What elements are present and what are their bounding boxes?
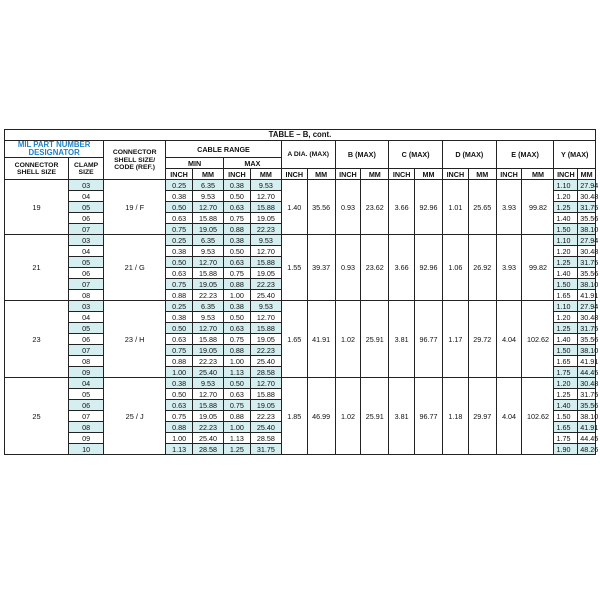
clamp-size-cell: 04 [69,191,104,202]
c-max-inch-cell: 3.66 [389,180,415,235]
b-max-mm-cell: 23.62 [361,180,389,235]
y-inch-cell: 1.20 [554,246,578,257]
y-inch-cell: 1.65 [554,356,578,367]
min-mm-cell: 22.23 [193,290,224,301]
a-dia-header: A DIA. (MAX) [281,141,335,169]
unit-inch: INCH [166,169,193,180]
y-mm-cell: 31.75 [578,323,596,334]
clamp-size-header: CLAMP SIZE [69,158,104,180]
min-mm-cell: 12.70 [193,389,224,400]
min-mm-cell: 15.88 [193,268,224,279]
d-max-mm-cell: 26.92 [468,235,496,301]
max-inch-cell: 0.63 [224,202,251,213]
y-inch-cell: 1.40 [554,334,578,345]
max-inch-cell: 0.75 [224,268,251,279]
max-inch-cell: 0.50 [224,191,251,202]
min-mm-cell: 6.35 [193,180,224,191]
clamp-size-cell: 08 [69,356,104,367]
a-max-inch-cell: 1.55 [281,235,307,301]
min-inch-cell: 0.75 [166,411,193,422]
b-max-header: B (MAX) [335,141,389,169]
max-inch-cell: 0.63 [224,323,251,334]
clamp-size-cell: 03 [69,180,104,191]
unit-inch: INCH [496,169,522,180]
y-inch-cell: 1.50 [554,279,578,290]
c-max-mm-cell: 96.77 [415,301,443,378]
min-inch-cell: 0.50 [166,389,193,400]
y-mm-cell: 35.56 [578,400,596,411]
a-max-inch-cell: 1.40 [281,180,307,235]
cable-range-header: CABLE RANGE [166,141,282,158]
min-inch-cell: 0.25 [166,235,193,246]
min-inch-cell: 0.25 [166,180,193,191]
max-mm-cell: 19.05 [250,400,281,411]
min-mm-cell: 25.40 [193,367,224,378]
min-inch-cell: 0.63 [166,213,193,224]
y-mm-cell: 30.48 [578,312,596,323]
d-max-mm-cell: 29.72 [468,301,496,378]
y-mm-cell: 38.10 [578,279,596,290]
min-mm-cell: 15.88 [193,400,224,411]
min-mm-cell: 22.23 [193,356,224,367]
y-mm-cell: 41.91 [578,290,596,301]
min-mm-cell: 12.70 [193,257,224,268]
max-mm-cell: 19.05 [250,268,281,279]
max-inch-cell: 0.75 [224,334,251,345]
y-inch-cell: 1.25 [554,389,578,400]
d-max-mm-cell: 25.65 [468,180,496,235]
c-max-mm-cell: 92.96 [415,235,443,301]
b-max-inch-cell: 0.93 [335,180,361,235]
max-mm-cell: 25.40 [250,356,281,367]
d-max-inch-cell: 1.18 [442,378,468,455]
min-inch-cell: 0.75 [166,279,193,290]
table-title: TABLE – B, cont. [5,130,596,141]
y-inch-cell: 1.75 [554,433,578,444]
max-mm-cell: 25.40 [250,422,281,433]
unit-mm: MM [578,169,596,180]
clamp-size-cell: 05 [69,202,104,213]
y-inch-cell: 1.10 [554,235,578,246]
min-inch-cell: 0.63 [166,268,193,279]
min-mm-cell: 15.88 [193,334,224,345]
max-inch-cell: 0.38 [224,180,251,191]
y-inch-cell: 1.25 [554,323,578,334]
connector-shell-size-cell: 21 [5,235,69,301]
clamp-size-cell: 06 [69,400,104,411]
min-inch-cell: 0.63 [166,400,193,411]
clamp-size-cell: 06 [69,334,104,345]
a-max-mm-cell: 46.99 [307,378,335,455]
spec-table [4,129,599,455]
min-inch-cell: 0.63 [166,334,193,345]
max-mm-cell: 19.05 [250,334,281,345]
shell-code-cell: 23 / H [104,301,166,378]
y-mm-cell: 31.75 [578,257,596,268]
y-inch-cell: 1.40 [554,213,578,224]
y-mm-cell: 27.94 [578,301,596,312]
y-inch-cell: 1.20 [554,378,578,389]
max-inch-cell: 1.13 [224,367,251,378]
a-max-inch-cell: 1.65 [281,301,307,378]
max-inch-cell: 0.50 [224,312,251,323]
clamp-size-cell: 08 [69,290,104,301]
unit-mm: MM [522,169,554,180]
max-inch-cell: 0.38 [224,235,251,246]
y-mm-cell: 35.56 [578,213,596,224]
max-inch-cell: 0.50 [224,246,251,257]
max-mm-cell: 22.23 [250,279,281,290]
y-inch-cell: 1.65 [554,422,578,433]
min-inch-cell: 0.38 [166,191,193,202]
min-inch-cell: 0.50 [166,323,193,334]
max-inch-cell: 0.75 [224,400,251,411]
y-inch-cell: 1.65 [554,290,578,301]
max-mm-cell: 22.23 [250,345,281,356]
y-inch-cell: 1.40 [554,268,578,279]
max-mm-cell: 25.40 [250,290,281,301]
e-max-mm-cell: 99.82 [522,235,554,301]
max-mm-cell: 28.58 [250,367,281,378]
y-mm-cell: 41.91 [578,356,596,367]
y-inch-cell: 1.40 [554,400,578,411]
min-inch-cell: 1.00 [166,367,193,378]
unit-inch: INCH [554,169,578,180]
connector-shell-size-cell: 25 [5,378,69,455]
min-inch-cell: 1.13 [166,444,193,455]
c-max-mm-cell: 96.77 [415,378,443,455]
max-mm-cell: 19.05 [250,213,281,224]
min-inch-cell: 0.38 [166,312,193,323]
table-row [5,180,596,191]
y-mm-cell: 27.94 [578,235,596,246]
y-inch-cell: 1.20 [554,191,578,202]
a-max-mm-cell: 41.91 [307,301,335,378]
unit-mm: MM [193,169,224,180]
y-mm-cell: 35.56 [578,268,596,279]
unit-inch: INCH [442,169,468,180]
y-inch-cell: 1.20 [554,312,578,323]
spec-table-container [4,129,599,455]
shell-code-cell: 19 / F [104,180,166,235]
unit-inch: INCH [335,169,361,180]
max-mm-cell: 31.75 [250,444,281,455]
y-mm-cell: 48.26 [578,444,596,455]
b-max-inch-cell: 0.93 [335,235,361,301]
d-max-inch-cell: 1.06 [442,235,468,301]
max-mm-cell: 15.88 [250,389,281,400]
d-max-inch-cell: 1.01 [442,180,468,235]
table-row [5,235,596,246]
b-max-inch-cell: 1.02 [335,301,361,378]
min-inch-cell: 0.38 [166,378,193,389]
clamp-size-cell: 09 [69,433,104,444]
clamp-size-cell: 07 [69,224,104,235]
max-mm-cell: 15.88 [250,202,281,213]
min-inch-cell: 0.75 [166,345,193,356]
y-inch-cell: 1.25 [554,257,578,268]
min-mm-cell: 22.23 [193,422,224,433]
clamp-size-cell: 07 [69,279,104,290]
clamp-size-cell: 04 [69,246,104,257]
e-max-inch-cell: 4.04 [496,378,522,455]
clamp-size-cell: 03 [69,301,104,312]
max-mm-cell: 28.58 [250,433,281,444]
max-mm-cell: 15.88 [250,257,281,268]
y-inch-cell: 1.90 [554,444,578,455]
b-max-mm-cell: 23.62 [361,235,389,301]
min-inch-cell: 0.88 [166,422,193,433]
min-mm-cell: 12.70 [193,202,224,213]
min-inch-cell: 1.00 [166,433,193,444]
e-max-header: E (MAX) [496,141,554,169]
min-mm-cell: 25.40 [193,433,224,444]
max-mm-cell: 9.53 [250,180,281,191]
max-inch-cell: 1.13 [224,433,251,444]
min-inch-cell: 0.50 [166,257,193,268]
max-mm-cell: 9.53 [250,235,281,246]
clamp-size-cell: 05 [69,389,104,400]
max-inch-cell: 1.00 [224,290,251,301]
clamp-size-cell: 06 [69,268,104,279]
e-max-mm-cell: 102.62 [522,378,554,455]
max-mm-cell: 22.23 [250,224,281,235]
unit-mm: MM [415,169,443,180]
table-row [5,378,596,389]
y-mm-cell: 44.45 [578,367,596,378]
connector-shell-size-cell: 23 [5,301,69,378]
b-max-mm-cell: 25.91 [361,301,389,378]
min-inch-cell: 0.88 [166,290,193,301]
min-mm-cell: 9.53 [193,378,224,389]
clamp-size-cell: 08 [69,422,104,433]
max-mm-cell: 12.70 [250,246,281,257]
y-mm-cell: 35.56 [578,334,596,345]
y-mm-cell: 31.75 [578,389,596,400]
min-inch-cell: 0.25 [166,301,193,312]
y-inch-cell: 1.25 [554,202,578,213]
y-mm-cell: 38.10 [578,411,596,422]
mil-designator-header: MIL PART NUMBER DESIGNATOR [5,141,104,158]
b-max-inch-cell: 1.02 [335,378,361,455]
c-max-inch-cell: 3.81 [389,301,415,378]
b-max-mm-cell: 25.91 [361,378,389,455]
y-mm-cell: 38.10 [578,345,596,356]
y-mm-cell: 38.10 [578,224,596,235]
max-inch-cell: 0.38 [224,301,251,312]
connector-shell-size-cell: 19 [5,180,69,235]
max-inch-cell: 0.63 [224,389,251,400]
y-inch-cell: 1.75 [554,367,578,378]
y-mm-cell: 27.94 [578,180,596,191]
max-mm-cell: 12.70 [250,378,281,389]
unit-inch: INCH [281,169,307,180]
max-inch-cell: 0.75 [224,213,251,224]
max-mm-cell: 12.70 [250,312,281,323]
c-max-mm-cell: 92.96 [415,180,443,235]
unit-inch: INCH [389,169,415,180]
c-max-header: C (MAX) [389,141,443,169]
min-mm-cell: 9.53 [193,246,224,257]
y-inch-cell: 1.50 [554,411,578,422]
max-inch-cell: 1.00 [224,356,251,367]
a-max-mm-cell: 39.37 [307,235,335,301]
max-mm-cell: 15.88 [250,323,281,334]
max-inch-cell: 0.88 [224,279,251,290]
max-inch-cell: 0.88 [224,411,251,422]
min-mm-cell: 6.35 [193,235,224,246]
min-inch-cell: 0.88 [166,356,193,367]
min-mm-cell: 6.35 [193,301,224,312]
shell-code-cell: 21 / G [104,235,166,301]
c-max-inch-cell: 3.66 [389,235,415,301]
e-max-inch-cell: 3.93 [496,235,522,301]
clamp-size-cell: 07 [69,345,104,356]
y-mm-cell: 30.48 [578,246,596,257]
clamp-size-cell: 10 [69,444,104,455]
table-row [5,301,596,312]
max-inch-cell: 1.25 [224,444,251,455]
min-inch-cell: 0.38 [166,246,193,257]
min-mm-cell: 12.70 [193,323,224,334]
unit-mm: MM [468,169,496,180]
e-max-inch-cell: 4.04 [496,301,522,378]
clamp-size-cell: 07 [69,411,104,422]
min-inch-cell: 0.75 [166,224,193,235]
unit-mm: MM [250,169,281,180]
y-inch-cell: 1.10 [554,301,578,312]
max-mm-cell: 12.70 [250,191,281,202]
connector-shell-code-header: CONNECTOR SHELL SIZE/ CODE (REF.) [104,141,166,180]
max-inch-cell: 1.00 [224,422,251,433]
max-header: MAX [224,158,282,169]
d-max-mm-cell: 29.97 [468,378,496,455]
max-inch-cell: 0.88 [224,345,251,356]
y-inch-cell: 1.50 [554,345,578,356]
min-header: MIN [166,158,224,169]
min-inch-cell: 0.50 [166,202,193,213]
connector-shell-size-header: CONNECTOR SHELL SIZE [5,158,69,180]
clamp-size-cell: 04 [69,378,104,389]
shell-code-cell: 25 / J [104,378,166,455]
d-max-header: D (MAX) [442,141,496,169]
min-mm-cell: 19.05 [193,279,224,290]
y-inch-cell: 1.50 [554,224,578,235]
min-mm-cell: 9.53 [193,312,224,323]
e-max-mm-cell: 99.82 [522,180,554,235]
y-mm-cell: 41.91 [578,422,596,433]
y-mm-cell: 31.75 [578,202,596,213]
table-body [5,180,599,455]
clamp-size-cell: 05 [69,323,104,334]
y-mm-cell: 44.45 [578,433,596,444]
a-max-mm-cell: 35.56 [307,180,335,235]
min-mm-cell: 19.05 [193,345,224,356]
min-mm-cell: 28.58 [193,444,224,455]
clamp-size-cell: 06 [69,213,104,224]
d-max-inch-cell: 1.17 [442,301,468,378]
max-mm-cell: 22.23 [250,411,281,422]
max-inch-cell: 0.63 [224,257,251,268]
e-max-inch-cell: 3.93 [496,180,522,235]
unit-mm: MM [361,169,389,180]
clamp-size-cell: 04 [69,312,104,323]
unit-mm: MM [307,169,335,180]
clamp-size-cell: 09 [69,367,104,378]
min-mm-cell: 9.53 [193,191,224,202]
y-inch-cell: 1.10 [554,180,578,191]
clamp-size-cell: 03 [69,235,104,246]
min-mm-cell: 15.88 [193,213,224,224]
max-inch-cell: 0.88 [224,224,251,235]
max-mm-cell: 9.53 [250,301,281,312]
min-mm-cell: 19.05 [193,224,224,235]
c-max-inch-cell: 3.81 [389,378,415,455]
min-mm-cell: 19.05 [193,411,224,422]
y-mm-cell: 30.48 [578,378,596,389]
y-max-header: Y (MAX) [554,141,596,169]
y-mm-cell: 30.48 [578,191,596,202]
max-inch-cell: 0.50 [224,378,251,389]
a-max-inch-cell: 1.85 [281,378,307,455]
clamp-size-cell: 05 [69,257,104,268]
e-max-mm-cell: 102.62 [522,301,554,378]
unit-inch: INCH [224,169,251,180]
